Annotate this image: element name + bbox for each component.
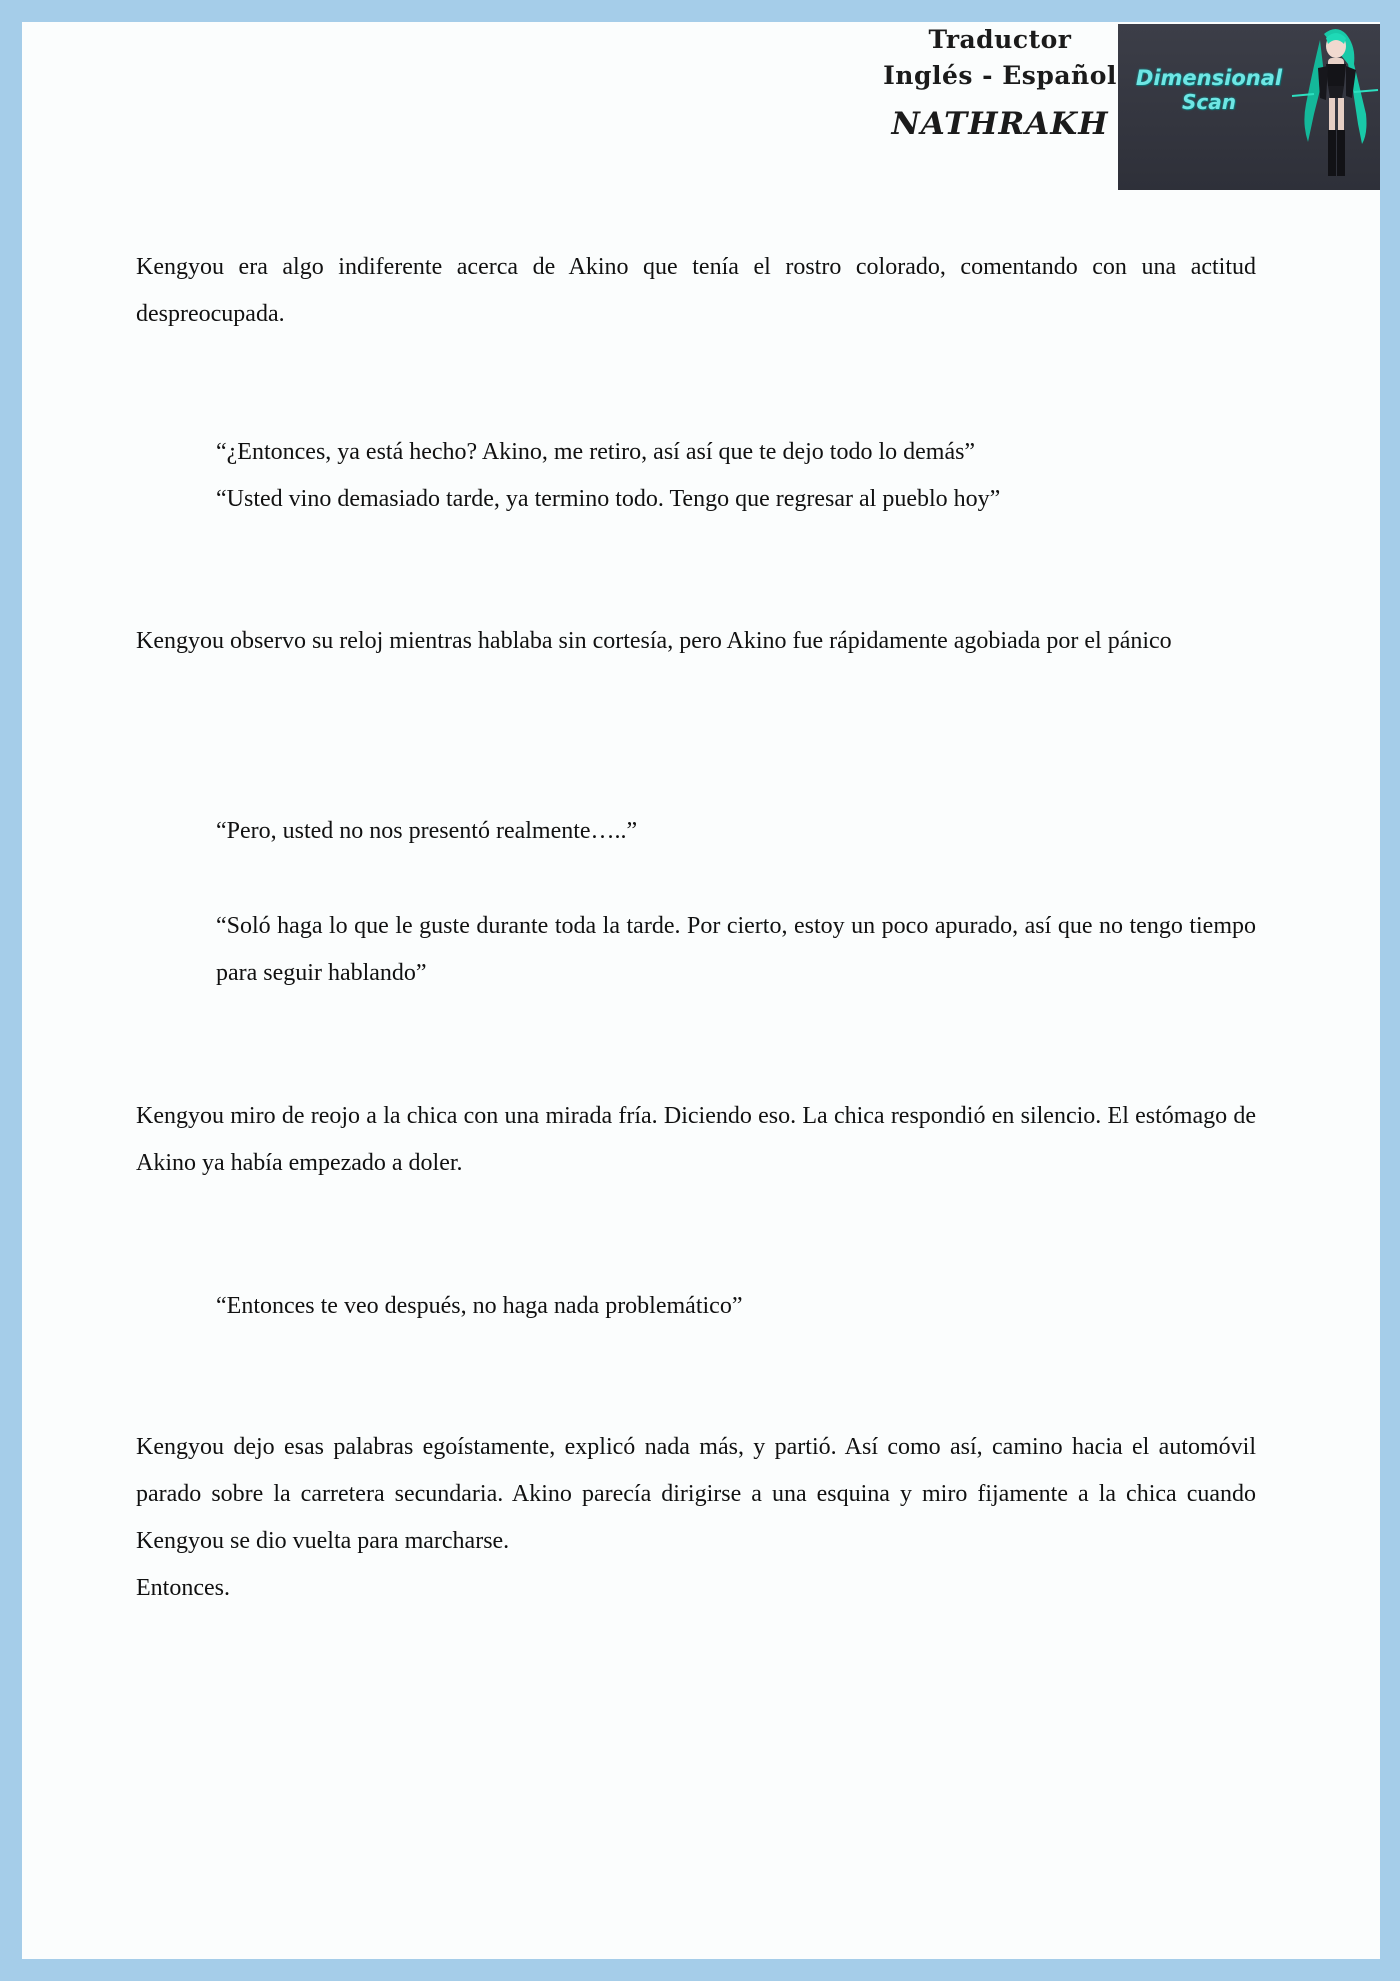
character-figure-icon (1284, 24, 1380, 190)
dimensional-scan-logo (1118, 24, 1380, 190)
credit-role-line-1: Traductor (928, 25, 1072, 54)
paragraph-1: Kengyou era algo indiferente acerca de Akino que tenía el rostro colorado, comentando con una actitud despreocupada. (136, 254, 1256, 327)
dialogue-5: “Entonces te veo después, no haga nada problemático” (216, 1293, 743, 1319)
dialogue-3: “Pero, usted no nos presentó realmente…..” (216, 818, 638, 844)
paragraph-3: Kengyou miro de reojo a la chica con una mirada fría. Diciendo eso. La chica respondió en silencio. El estómago de Akino ya había empezado a doler. (136, 1103, 1256, 1176)
paragraph-4: Kengyou dejo esas palabras egoístamente, explicó nada más, y partió. Así como así, camino hacia el automóvil parado sobre la carretera secundaria. Akino parecía dirigirse a una esquina y miro fijamente a la chica cuando Kengyou se dio vuelta para marcharse. (136, 1434, 1256, 1554)
paragraph-2: Kengyou observo su reloj mientras hablaba sin cortesía, pero Akino fue rápidamente agobiada por el pánico (136, 628, 1172, 654)
logo-wordmark (1124, 66, 1294, 114)
dialogue-1: “¿Entonces, ya está hecho? Akino, me retiro, así así que te dejo todo lo demás” (216, 439, 976, 465)
dialogue-2: “Usted vino demasiado tarde, ya termino todo. Tengo que regresar al pueblo hoy” (216, 486, 1001, 512)
logo-line-1: Dimensional (1135, 66, 1283, 90)
credit-role-line-2: Inglés - Español (883, 61, 1117, 90)
paragraph-5: Entonces. (136, 1575, 230, 1601)
translator-name: NATHRAKH (891, 106, 1109, 142)
translator-credit (880, 22, 1120, 148)
dialogue-4: “Soló haga lo que le guste durante toda la tarde. Por cierto, estoy un poco apurado, así que no tengo tiempo para seguir hablando” (216, 913, 1256, 986)
logo-line-2: Scan (1182, 90, 1236, 114)
